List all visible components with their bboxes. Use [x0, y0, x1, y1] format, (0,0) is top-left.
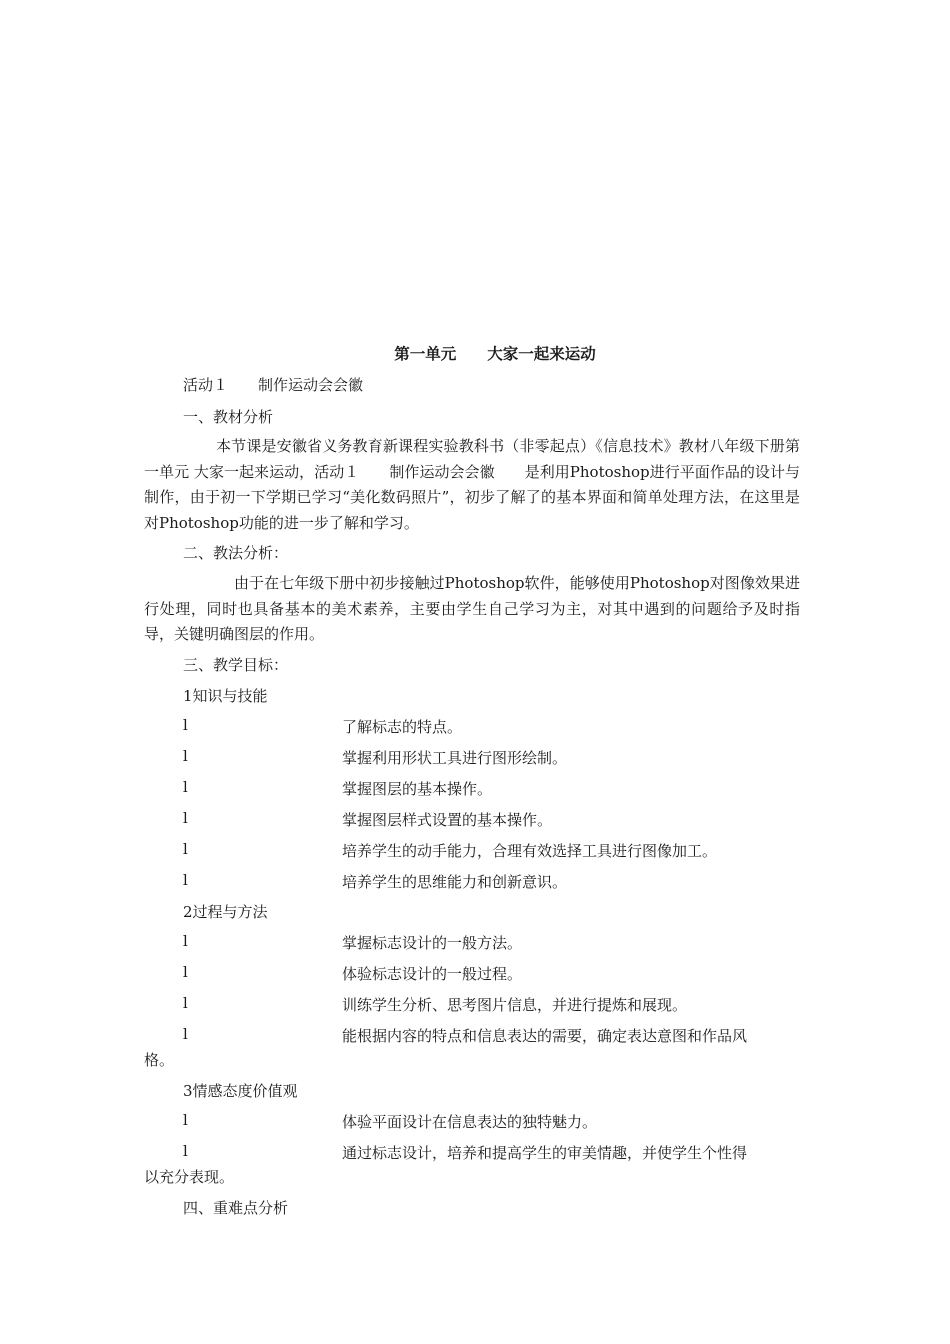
- bullet-marker: l: [183, 871, 188, 889]
- section-heading-teaching-goals: 三、教学目标：: [183, 656, 289, 674]
- list-item: 训练学生分析、思考图片信息，并进行提炼和展现。: [342, 996, 688, 1014]
- section-heading-key-difficult-points: 四、重难点分析: [183, 1199, 289, 1217]
- list-item: 体验标志设计的一般过程。: [342, 965, 523, 983]
- activity-heading: 活动１ 制作运动会会徽: [183, 376, 364, 394]
- goal-heading-knowledge-skills: 1知识与技能: [183, 687, 268, 705]
- bullet-marker: l: [183, 778, 188, 796]
- goal-heading-attitudes-values: 3情感态度价值观: [183, 1082, 298, 1100]
- bullet-marker: l: [183, 716, 188, 734]
- bullet-marker: l: [183, 1111, 188, 1129]
- list-item: 体验平面设计在信息表达的独特魅力。: [342, 1113, 598, 1131]
- list-item: 掌握利用形状工具进行图形绘制。: [342, 749, 568, 767]
- goal-heading-process-methods: 2过程与方法: [183, 903, 268, 921]
- teaching-method-paragraph: 由于在七年级下册中初步接触过Photoshop软件，能够使用Photoshop对图像效果进行处理，同时也具备基本的美术素养，主要由学生自己学习为主，对其中遇到的问题给予及时指导，关键明确图层的作用。: [144, 574, 800, 643]
- list-item: 掌握图层的基本操作。: [342, 780, 493, 798]
- list-item: 了解标志的特点。: [342, 718, 463, 736]
- list-item: 能根据内容的特点和信息表达的需要，确定表达意图和作品风: [342, 1027, 748, 1045]
- list-item: 掌握标志设计的一般方法。: [342, 934, 523, 952]
- list-item: 通过标志设计，培养和提高学生的审美情趣，并使学生个性得: [342, 1144, 748, 1162]
- list-item-continuation: 以充分表现。: [144, 1168, 235, 1186]
- bullet-marker: l: [183, 932, 188, 950]
- list-item-continuation: 格。: [144, 1051, 175, 1069]
- bullet-marker: l: [183, 963, 188, 981]
- section-heading-teaching-method: 二、教法分析：: [183, 544, 289, 562]
- section-heading-textbook-analysis: 一、教材分析: [183, 408, 274, 426]
- textbook-analysis-paragraph: 本节课是安徽省义务教育新课程实验教科书（非零起点）《信息技术》教材八年级下册第一单元 大家一起来运动，活动１ 制作运动会会徽 是利用Photoshop进行平面作品的设计与制作，由于初一下学期已学习“美化数码照片”，初步了解了的基本界面和简单处理方法，在这里是对Photoshop功能的进一步了解和学习。: [144, 437, 800, 532]
- bullet-marker: l: [183, 1025, 188, 1043]
- list-item: 培养学生的动手能力，合理有效选择工具进行图像加工。: [342, 842, 718, 860]
- bullet-marker: l: [183, 840, 188, 858]
- bullet-marker: l: [183, 1142, 188, 1160]
- list-item: 培养学生的思维能力和创新意识。: [342, 873, 568, 891]
- list-item: 掌握图层样式设置的基本操作。: [342, 811, 553, 829]
- bullet-marker: l: [183, 994, 188, 1012]
- bullet-marker: l: [183, 747, 188, 765]
- unit-title: 第一单元 大家一起来运动: [394, 345, 596, 363]
- bullet-marker: l: [183, 809, 188, 827]
